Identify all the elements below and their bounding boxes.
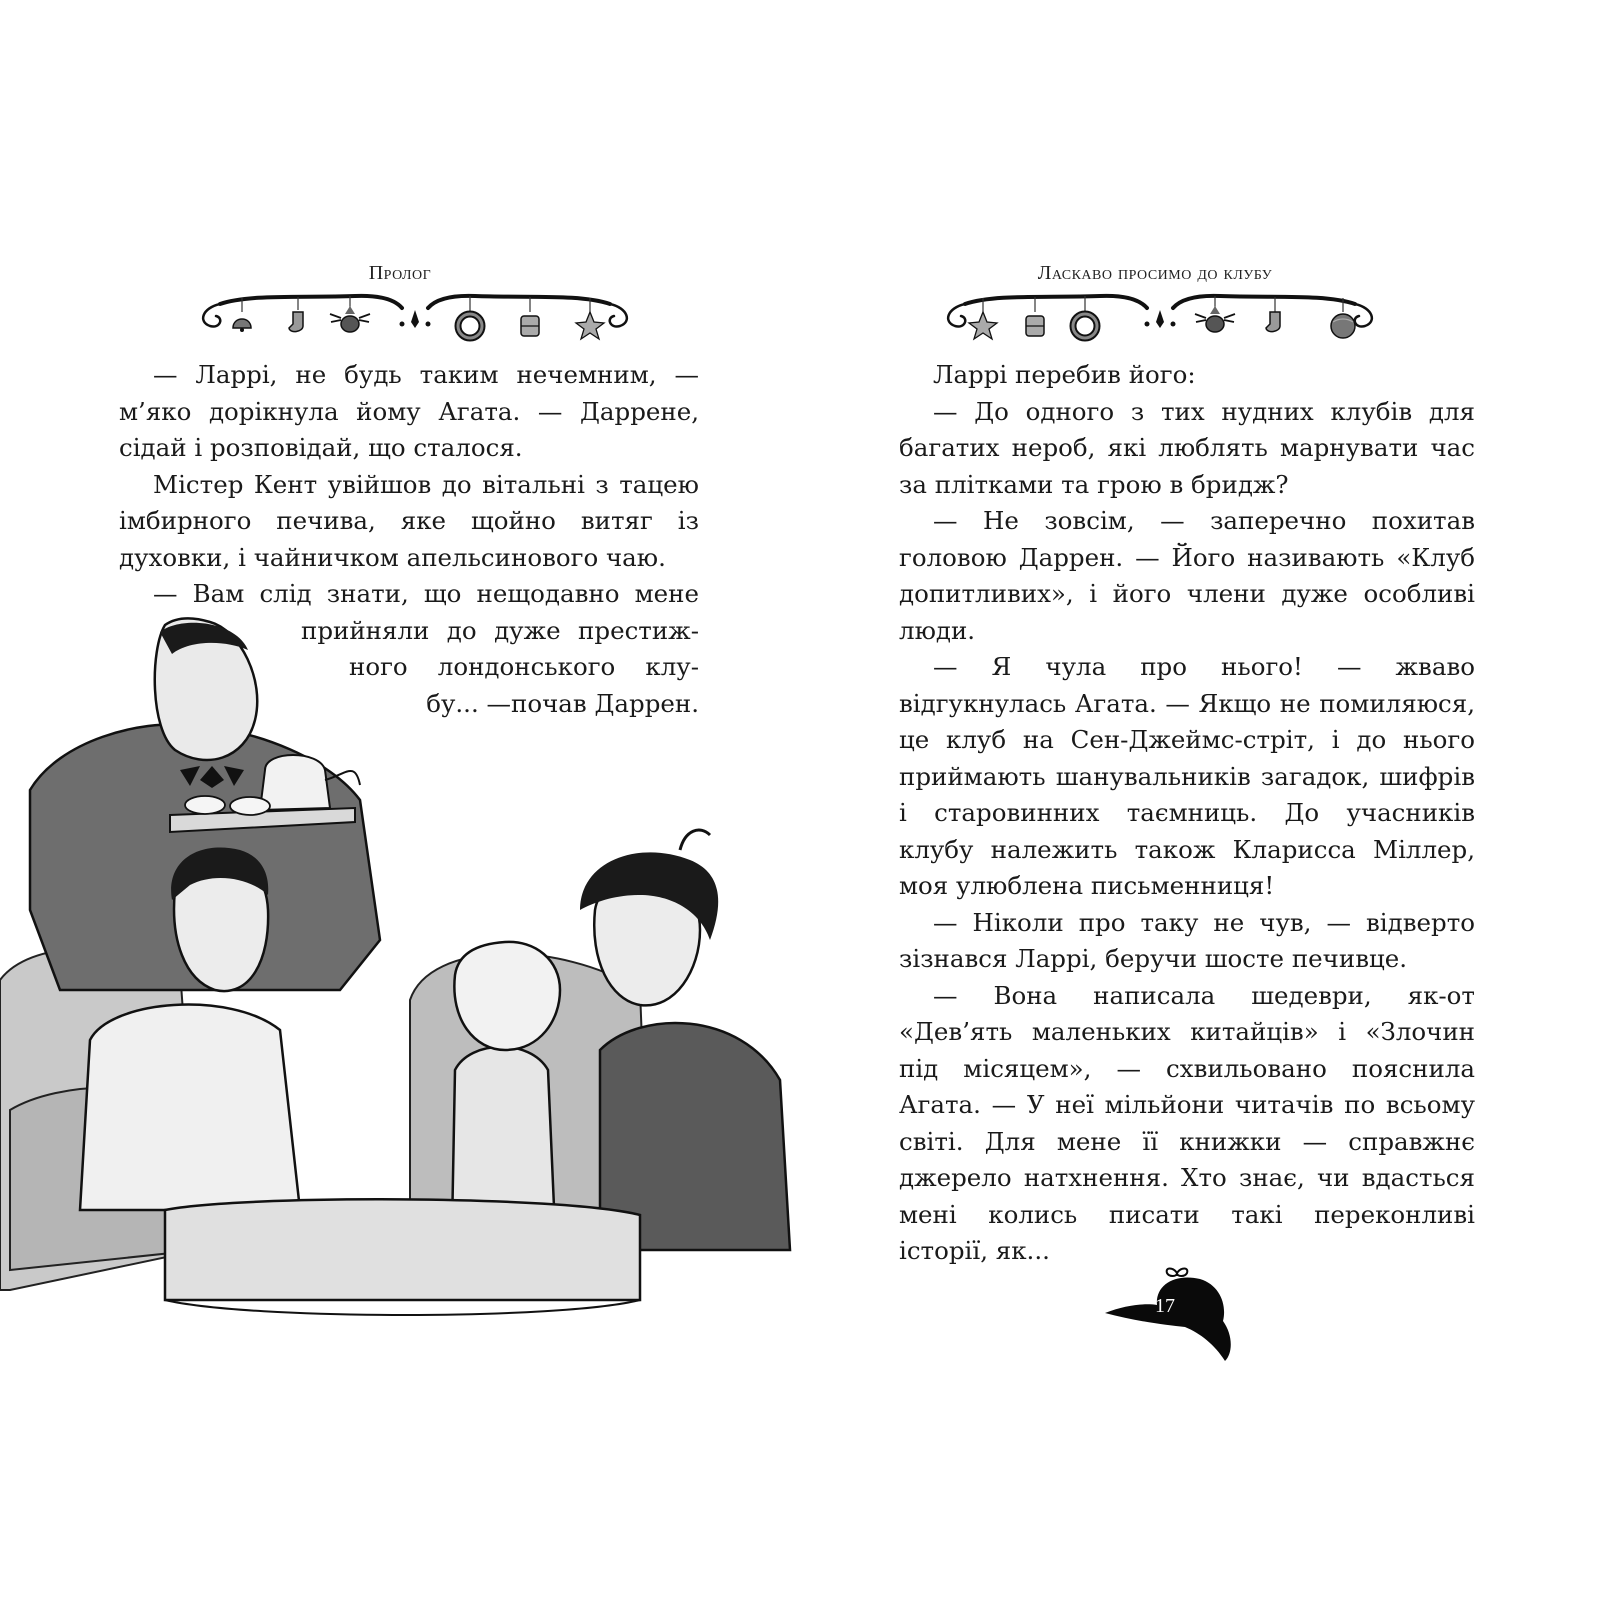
paragraph: — Ларрі, не будь таким нечемним, — м’яко дорікнула йому Агата. — Даррене, сідай і розповідай, що сталося. — [119, 360, 699, 462]
gift-icon — [521, 316, 539, 336]
ball-ornament-icon — [1331, 314, 1355, 338]
illustration-tea-scene — [0, 610, 800, 1370]
agatha-figure — [452, 942, 560, 1230]
stocking-icon — [289, 312, 303, 332]
reindeer-icon — [1195, 306, 1235, 332]
star-icon — [576, 312, 604, 339]
ornament-garland-right — [935, 288, 1385, 350]
right-page — [800, 0, 1600, 1600]
paragraph: Ларрі перебив його: — [933, 360, 1196, 389]
paragraph-wrap-line: прийняли до дуже престиж- — [301, 615, 699, 645]
paragraph: Містер Кент увійшов до вітальні з тацею імбирного печива, яке щойно витяг із духовки, і чайничком апельсинового чаю. — [119, 469, 699, 572]
wreath-icon — [458, 314, 482, 338]
bell-icon — [233, 319, 251, 332]
paragraph-wrap-line: — Вам слід знати, що нещодавно мене — [153, 579, 699, 608]
paragraph: — Не зовсім, — заперечно похитав головою Даррен. — Його називають «Клуб допитливих», і його члени дуже особливі люди. — [899, 506, 1475, 645]
larry-figure — [580, 830, 790, 1250]
right-text-block — [899, 357, 1475, 1270]
stocking-icon — [1266, 312, 1280, 332]
paragraph: — Я чула про нього! — жваво відгукнулась Агата. — Якщо не помиляюся, це клуб на Сен-Джеймс-стріт, і до нього приймають шанувальників загадок, шифрів і старовинних таємниць. До учасників клубу належить також Кларисса Міллер, моя улюблена письменниця! — [899, 652, 1475, 900]
paragraph-wrap-line: бу... —почав Даррен. — [426, 688, 699, 718]
paragraph: — Вона написала шедеври, як-от «Дев’ять маленьких китайців» і «Злочин під місяцем», — схвильовано пояснила Агата. — У неї мільйони читачів по всьому світі. Для мене її книжки — справжнє джерело натхнення. Хто знає, чи вдасться мені колись писати такі переконливі історії, як... — [899, 980, 1475, 1265]
ornament-garland-left — [190, 288, 640, 350]
tea-table — [165, 1199, 640, 1315]
wreath-icon — [1073, 314, 1097, 338]
paragraph-wrap-line: ного лондонського клу- — [349, 652, 699, 681]
star-icon — [969, 312, 997, 339]
page-number-badge — [1105, 1265, 1235, 1365]
running-head-left: Пролог — [368, 262, 432, 284]
reindeer-icon — [330, 306, 370, 332]
paragraph: — Ніколи про таку не чув, — відверто зізнався Ларрі, беручи шосте печивце. — [899, 907, 1475, 973]
page-number: 17 — [1155, 1295, 1175, 1317]
running-head-right: Ласкаво просимо до клубу — [1037, 262, 1273, 284]
paragraph: — До одного з тих нудних клубів для багатих нероб, які люблять марнувати час за плітками та грою в бридж? — [899, 396, 1475, 499]
gift-icon — [1026, 316, 1044, 336]
